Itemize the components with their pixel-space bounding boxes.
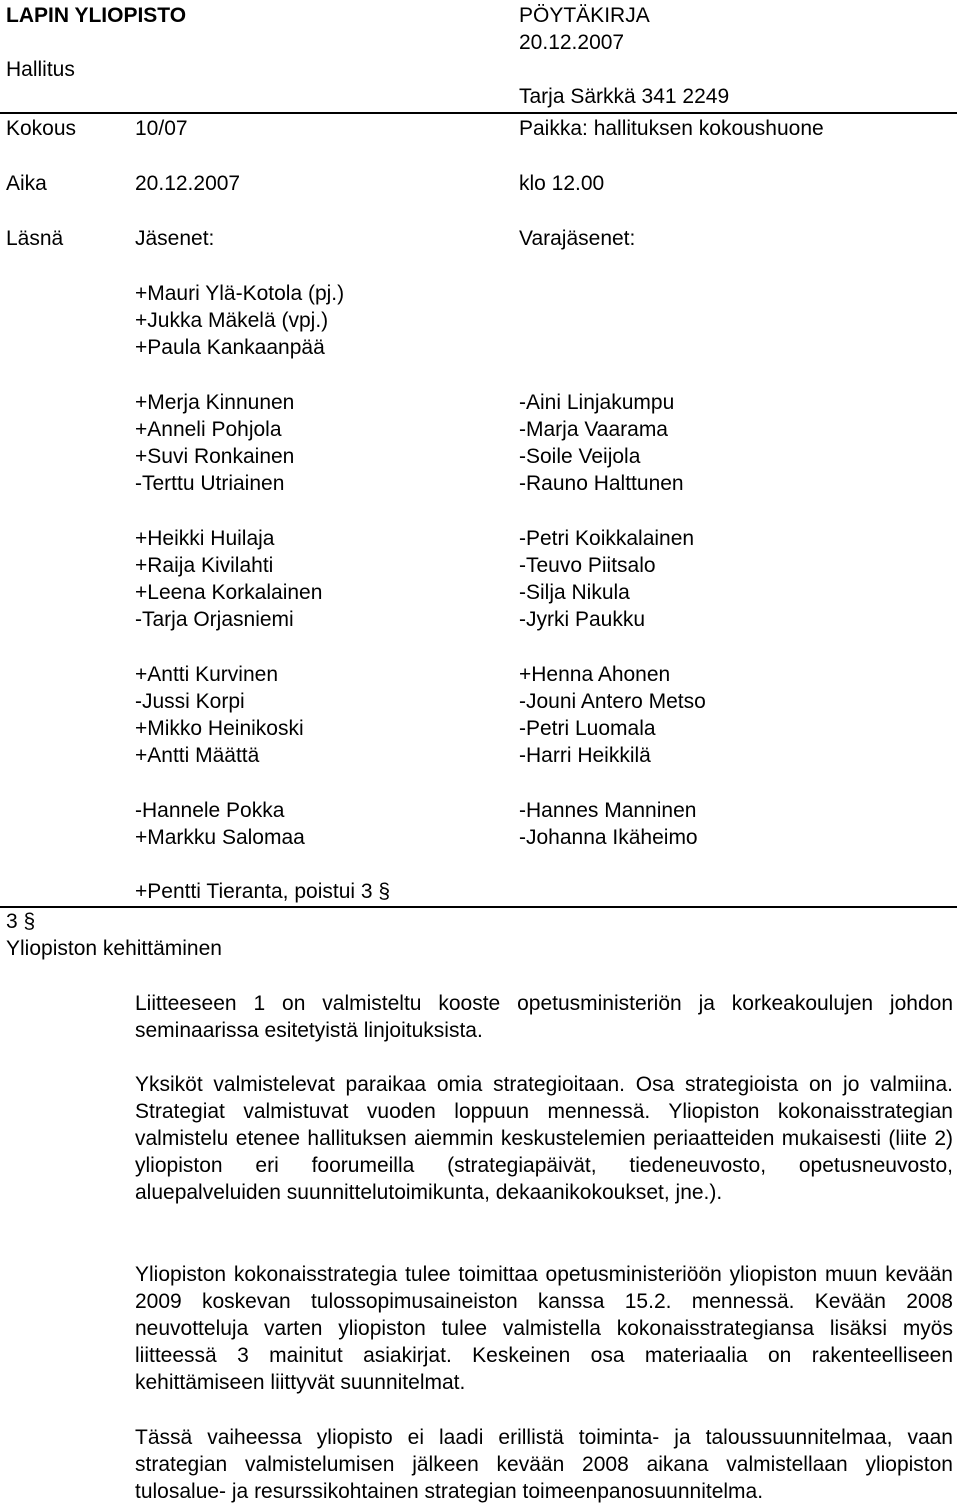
deputy-item: -Petri Luomala: [519, 717, 656, 741]
meeting-time: klo 12.00: [519, 172, 605, 195]
member-item: +Paula Kankaanpää: [135, 336, 325, 360]
member-item: +Anneli Pohjola: [135, 417, 282, 441]
members-heading: Jäsenet:: [135, 227, 215, 250]
deputy-item: -Johanna Ikäheimo: [519, 825, 698, 849]
deputy-item: -Teuvo Piitsalo: [519, 553, 656, 577]
member-item: -Jussi Korpi: [135, 689, 245, 713]
members-list: [135, 280, 390, 905]
deputy-item: -Harri Heikkilä: [519, 744, 651, 768]
member-item: +Jukka Mäkelä (vpj.): [135, 309, 329, 333]
meeting-number: 10/07: [135, 117, 188, 140]
deputies-heading: Varajäsenet:: [519, 227, 636, 250]
document-date: 20.12.2007: [519, 31, 625, 54]
meeting-label: Kokous: [6, 117, 77, 140]
deputies-list: [519, 389, 706, 851]
contact-person: Tarja Särkkä 341 2249: [519, 85, 730, 108]
section-paragraph: Yliopiston kokonaisstrategia tulee toimittaa opetusministeriöön yliopiston muun kevään 2009 koskevan tulossopimusaineiston kanssa 15.2. mennessä. Kevään 2008 neuvotteluja varten yliopiston tulee valmistella kokonaisstrategiansa lisäksi myös liitteessä 3 mainitut asiakirjat. Keskeinen osa materiaalia on rakenteelliseen kehittämiseen liittyvät suunnitelmat.: [135, 1263, 953, 1394]
section-paragraph: Tässä vaiheessa yliopisto ei laadi erillistä toiminta- ja taloussuunnitelmaa, vaan strategian valmistelumisen jälkeen kevään 2008 aikana valmistellaan yliopiston tulosalue- ja resurssikohtainen strategian toimeenpanosuunnitelma.: [135, 1426, 953, 1503]
member-item: +Raija Kivilahti: [135, 553, 274, 577]
meeting-location: Paikka: hallituksen kokoushuone: [519, 117, 824, 140]
section-number: 3 §: [6, 910, 36, 933]
deputy-item: -Silja Nikula: [519, 581, 630, 605]
governing-body: Hallitus: [6, 58, 75, 81]
member-item: -Tarja Orjasniemi: [135, 608, 294, 632]
deputy-item: +Henna Ahonen: [519, 662, 671, 686]
deputy-item: -Petri Koikkalainen: [519, 526, 695, 550]
member-item: +Leena Korkalainen: [135, 581, 323, 605]
time-label: Aika: [6, 172, 47, 195]
present-label: Läsnä: [6, 227, 64, 250]
member-item: +Mauri Ylä-Kotola (pj.): [135, 282, 345, 305]
section-paragraph: Yksiköt valmistelevat paraikaa omia strategioitaan. Osa strategioista on jo valmiina. Strategiat valmistuvat vuoden loppuun mennessä. Yliopiston kokonaisstrategian valmistelu etenee hallituksen aiemmin keskustelemien periaatteiden mukaisesti (liite 2) yliopiston eri foorumeilla (strategiapäivät, tiedeneuvosto, opetusneuvosto, aluepalveluiden suunnittelutoimikunta, dekaanikokoukset, jne.).: [135, 1073, 953, 1204]
section-divider: [0, 906, 957, 908]
meeting-date: 20.12.2007: [135, 172, 241, 195]
deputy-item: -Jouni Antero Metso: [519, 689, 706, 713]
member-item: -Hannele Pokka: [135, 798, 285, 822]
section-title: Yliopiston kehittäminen: [6, 937, 222, 960]
member-item: -Terttu Utriainen: [135, 472, 285, 496]
member-item: +Merja Kinnunen: [135, 390, 295, 414]
deputy-item: -Jyrki Paukku: [519, 608, 646, 632]
deputy-item: -Hannes Manninen: [519, 798, 697, 822]
member-item: +Heikki Huilaja: [135, 526, 275, 550]
member-item: +Mikko Heinikoski: [135, 717, 304, 740]
deputy-item: -Aini Linjakumpu: [519, 390, 675, 414]
member-item: +Antti Määttä: [135, 744, 260, 768]
deputy-item: -Soile Veijola: [519, 445, 641, 469]
member-item: +Markku Salomaa: [135, 825, 305, 849]
organization-name: LAPIN YLIOPISTO: [6, 4, 187, 27]
header-divider: [0, 112, 957, 114]
member-item-extra: +Pentti Tieranta, poistui 3 §: [135, 880, 391, 904]
member-item: +Antti Kurvinen: [135, 662, 279, 686]
deputy-item: -Rauno Halttunen: [519, 472, 684, 496]
deputy-item: -Marja Vaarama: [519, 417, 668, 441]
section-paragraph: Liitteeseen 1 on valmisteltu kooste opetusministeriön ja korkeakoulujen johdon seminaarissa esitetyistä linjoituksista.: [135, 992, 953, 1042]
document-type: PÖYTÄKIRJA: [519, 4, 650, 27]
member-item: +Suvi Ronkainen: [135, 445, 295, 469]
